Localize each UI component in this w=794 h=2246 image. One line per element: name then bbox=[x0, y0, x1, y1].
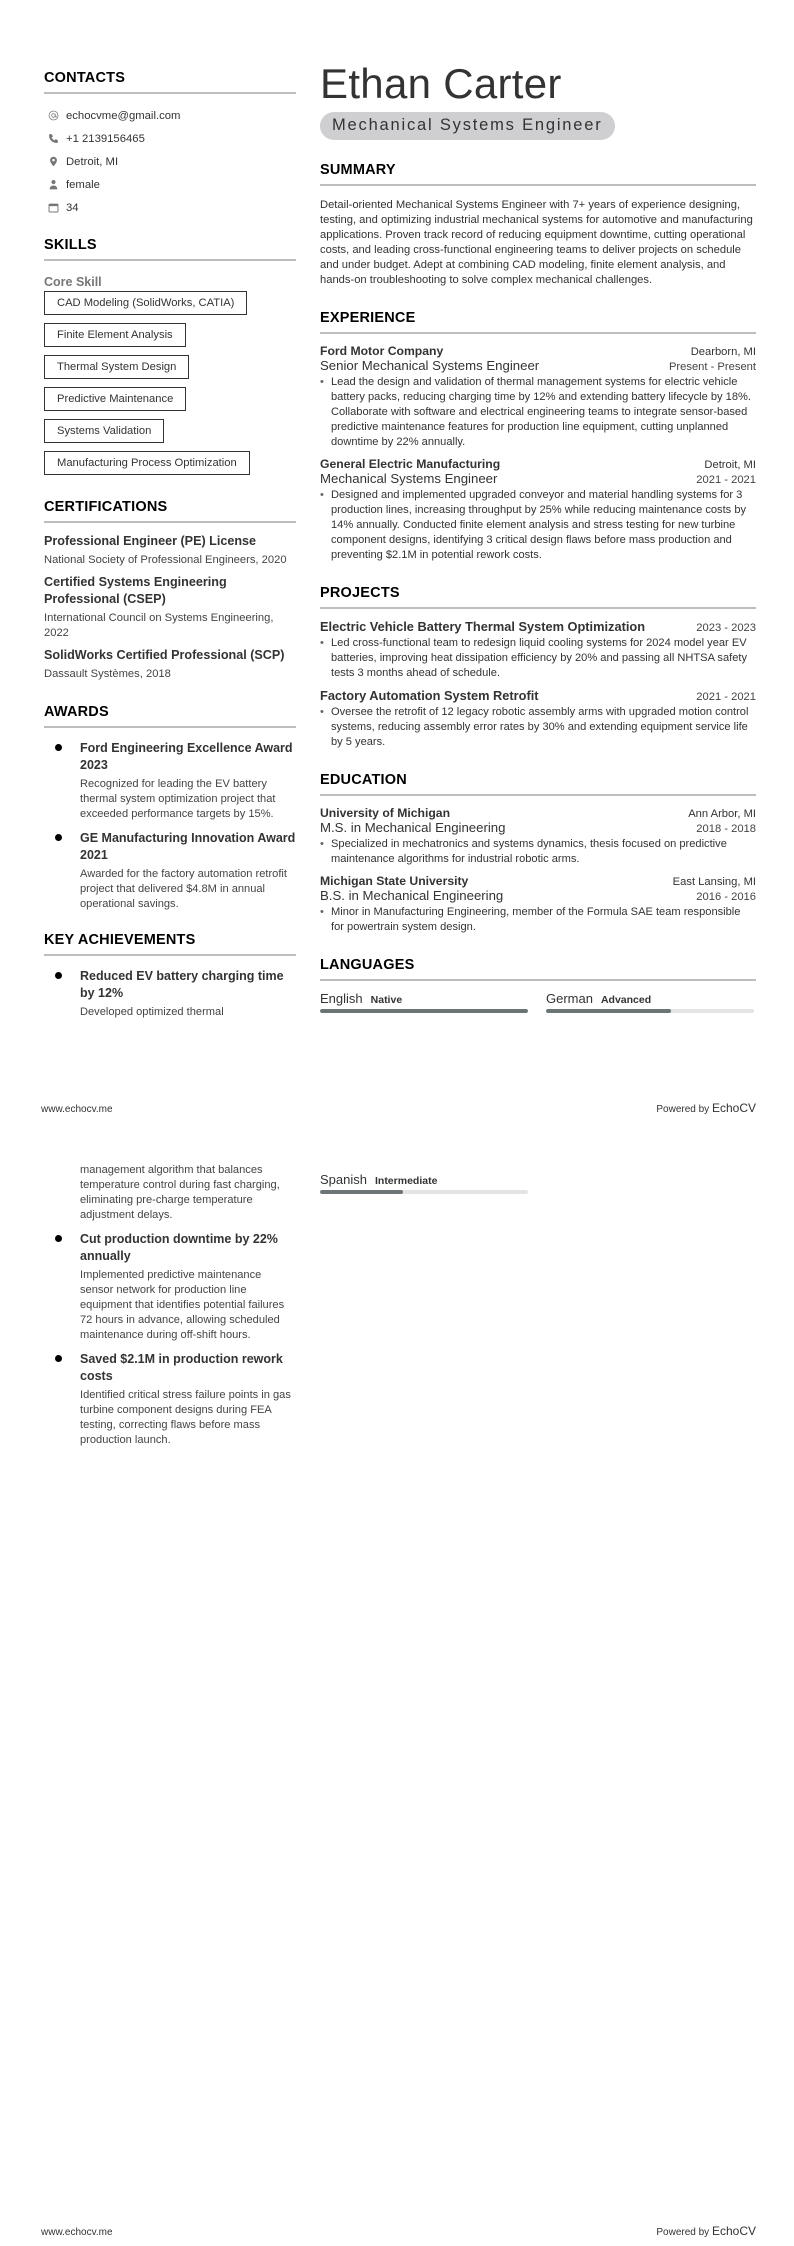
project-dates: 2021 - 2021 bbox=[696, 691, 756, 703]
achievements-section bbox=[44, 932, 296, 1020]
language-proficiency-fill bbox=[320, 1009, 528, 1013]
language-level: Native bbox=[370, 994, 403, 1006]
right-column-continued bbox=[320, 1172, 756, 1194]
language-level: Advanced bbox=[600, 994, 652, 1006]
skill-chip: Thermal System Design bbox=[44, 355, 189, 379]
language-name: Spanish bbox=[320, 1172, 367, 1187]
left-column bbox=[44, 70, 296, 1028]
projects-heading: PROJECTS bbox=[320, 585, 756, 609]
education-section bbox=[320, 772, 756, 935]
company-name: General Electric Manufacturing bbox=[320, 457, 501, 471]
company-name: Ford Motor Company bbox=[320, 344, 444, 358]
degree: M.S. in Mechanical Engineering bbox=[320, 820, 506, 835]
project-name: Electric Vehicle Battery Thermal System Optimization bbox=[320, 619, 646, 634]
certification-name: Certified Systems Engineering Professional (CSEP) bbox=[44, 575, 227, 606]
achievement-title: Saved $2.1M in production rework costs bbox=[80, 1352, 283, 1383]
contact-gender-value: female bbox=[66, 178, 100, 191]
award-title: GE Manufacturing Innovation Award 2021 bbox=[80, 831, 296, 862]
certification-issuer: Dassault Systèmes, 2018 bbox=[44, 668, 171, 680]
certifications-heading: CERTIFICATIONS bbox=[44, 499, 296, 523]
project-item bbox=[320, 619, 756, 681]
experience-item bbox=[320, 344, 756, 450]
contact-location-value: Detroit, MI bbox=[66, 155, 119, 168]
language-item bbox=[320, 991, 528, 1013]
footer-powered-by[interactable] bbox=[656, 1101, 756, 1115]
contact-age bbox=[44, 196, 296, 219]
achievement-description: Identified critical stress failure points in gas turbine component designs during FEA testing, correcting flaws before mass production launch. bbox=[80, 1389, 291, 1446]
job-dates: 2021 - 2021 bbox=[696, 474, 756, 486]
school-location: Ann Arbor, MI bbox=[688, 808, 756, 820]
job-description: • Designed and implemented upgraded conveyor and material handling systems for 3 production lines, increasing throughput by 25% while reducing maintenance costs by 14% annually. Conducted finite element analysis and stress testing for new turbine component designs, identifying 3 critical design flaws before mass production and preventing $2.1M in potential rework costs. bbox=[320, 488, 756, 563]
education-description: • Specialized in mechatronics and systems dynamics, thesis focused on predictive maintenance algorithms for industrial robotic arms. bbox=[320, 837, 756, 867]
award-item bbox=[44, 830, 296, 912]
certifications-section bbox=[44, 499, 296, 682]
skill-group-label: Core Skill bbox=[44, 275, 102, 289]
project-item bbox=[320, 688, 756, 750]
person-icon bbox=[47, 179, 59, 191]
language-item bbox=[546, 991, 754, 1013]
right-column bbox=[320, 60, 756, 1013]
candidate-name: Ethan Carter bbox=[320, 60, 562, 107]
education-description: • Minor in Manufacturing Engineering, member of the Formula SAE team responsible for powertrain system design. bbox=[320, 905, 756, 935]
skills-section bbox=[44, 237, 296, 475]
job-description: • Lead the design and validation of thermal management systems for electric vehicle battery packs, reducing charging time by 12% and extending battery lifecycle by 18%. Collaborate with software and electrical engineering teams to integrate sensor-based predictive maintenance features for production line equipment, cutting unplanned downtime by 22% annually. bbox=[320, 375, 756, 450]
job-dates: Present - Present bbox=[668, 361, 756, 373]
job-role: Senior Mechanical Systems Engineer bbox=[320, 358, 540, 373]
bullet-icon bbox=[55, 744, 62, 751]
achievement-item bbox=[44, 1351, 296, 1448]
resume-page-2 bbox=[0, 1123, 794, 2246]
contact-email[interactable] bbox=[44, 104, 296, 127]
language-proficiency-fill bbox=[320, 1190, 403, 1194]
education-item bbox=[320, 806, 756, 867]
job-title-badge: Mechanical Systems Engineer bbox=[320, 112, 615, 140]
certification-issuer: International Council on Systems Engineering, 2022 bbox=[44, 612, 274, 639]
footer-powered-by[interactable] bbox=[656, 2224, 756, 2238]
skills-heading: SKILLS bbox=[44, 237, 296, 261]
languages-section bbox=[320, 957, 756, 1013]
language-proficiency-bar bbox=[546, 1009, 754, 1013]
school-name: University of Michigan bbox=[320, 806, 451, 820]
certification-item bbox=[44, 574, 296, 641]
language-item bbox=[320, 1172, 528, 1194]
location-pin-icon bbox=[47, 156, 59, 168]
language-name: German bbox=[546, 991, 593, 1006]
awards-section bbox=[44, 704, 296, 912]
skill-chip: Manufacturing Process Optimization bbox=[44, 451, 250, 475]
degree: B.S. in Mechanical Engineering bbox=[320, 888, 504, 903]
left-column-continued bbox=[44, 1163, 296, 1456]
language-proficiency-bar bbox=[320, 1190, 528, 1194]
powered-by-label: Powered by bbox=[656, 1104, 710, 1115]
at-icon bbox=[47, 110, 59, 122]
education-heading: EDUCATION bbox=[320, 772, 756, 796]
certification-item bbox=[44, 533, 296, 568]
job-location: Detroit, MI bbox=[704, 459, 756, 471]
language-level: Intermediate bbox=[374, 1175, 438, 1187]
certification-name: SolidWorks Certified Professional (SCP) bbox=[44, 648, 285, 662]
award-description: Recognized for leading the EV battery thermal system optimization project that exceeded performance targets by 15%. bbox=[80, 778, 276, 820]
calendar-icon bbox=[47, 202, 59, 214]
experience-heading: EXPERIENCE bbox=[320, 310, 756, 334]
project-description: • Led cross-functional team to redesign liquid cooling systems for 2024 model year EV batteries, improving heat dissipation efficiency by 20% and passing all NHTSA safety tests 3 months ahead of schedule. bbox=[320, 636, 756, 681]
experience-section bbox=[320, 310, 756, 563]
footer-website[interactable]: www.echocv.me bbox=[41, 1104, 113, 1115]
brand-name: EchoCV bbox=[711, 1101, 756, 1115]
language-proficiency-bar bbox=[320, 1009, 528, 1013]
certification-issuer: National Society of Professional Engineers, 2020 bbox=[44, 554, 287, 566]
language-name: English bbox=[320, 991, 363, 1006]
contact-location bbox=[44, 150, 296, 173]
languages-heading: LANGUAGES bbox=[320, 957, 756, 981]
achievement-description: Developed optimized thermal bbox=[80, 1006, 224, 1018]
bullet-icon bbox=[55, 834, 62, 841]
skill-chip: CAD Modeling (SolidWorks, CATIA) bbox=[44, 291, 247, 315]
skill-chip: Predictive Maintenance bbox=[44, 387, 186, 411]
certification-name: Professional Engineer (PE) License bbox=[44, 534, 257, 548]
education-dates: 2016 - 2016 bbox=[696, 891, 756, 903]
achievement-description: Implemented predictive maintenance sensor network for production line equipment that identifies potential failures 72 hours in advance, allowing scheduled maintenance during off-shift hours. bbox=[80, 1269, 285, 1341]
summary-heading: SUMMARY bbox=[320, 162, 756, 186]
experience-item bbox=[320, 457, 756, 563]
award-title: Ford Engineering Excellence Award 2023 bbox=[80, 741, 293, 772]
achievement-item-continued bbox=[44, 1163, 296, 1223]
summary-section bbox=[320, 162, 756, 288]
contacts-heading: CONTACTS bbox=[44, 70, 296, 94]
projects-section bbox=[320, 585, 756, 750]
school-name: Michigan State University bbox=[320, 874, 469, 888]
certification-item bbox=[44, 647, 296, 682]
phone-icon bbox=[47, 133, 59, 145]
contact-gender bbox=[44, 173, 296, 196]
education-dates: 2018 - 2018 bbox=[696, 823, 756, 835]
project-dates: 2023 - 2023 bbox=[696, 622, 756, 634]
skill-chip: Systems Validation bbox=[44, 419, 164, 443]
contact-email-value: echocvme@gmail.com bbox=[66, 109, 181, 122]
bullet-icon bbox=[55, 1235, 62, 1242]
contact-phone[interactable] bbox=[44, 127, 296, 150]
powered-by-label: Powered by bbox=[656, 2227, 710, 2238]
award-description: Awarded for the factory automation retrofit project that delivered $4.8M in annual operational savings. bbox=[80, 868, 287, 910]
bullet-icon bbox=[55, 1355, 62, 1362]
achievement-item bbox=[44, 1231, 296, 1343]
award-item bbox=[44, 740, 296, 822]
achievement-item bbox=[44, 968, 296, 1020]
project-name: Factory Automation System Retrofit bbox=[320, 688, 539, 703]
contact-age-value: 34 bbox=[66, 201, 79, 214]
summary-text: Detail-oriented Mechanical Systems Engineer with 7+ years of experience designing, testing, and optimizing industrial mechanical systems for automotive and manufacturing applications. Proven track record of reducing equipment downtime, cutting operational costs, and leading cross-functional engineering teams to deliver projects on schedule and under budget. Adept at combining CAD modeling, finite element analysis, and hands-on troubleshooting to solve complex mechanical challenges. bbox=[320, 199, 753, 286]
achievements-heading: KEY ACHIEVEMENTS bbox=[44, 932, 296, 956]
job-location: Dearborn, MI bbox=[690, 346, 756, 358]
achievement-description: management algorithm that balances temperature control during fast charging, eliminating pre-charge temperature adjustment delays. bbox=[80, 1164, 280, 1221]
bullet-icon bbox=[55, 972, 62, 979]
skill-chip: Finite Element Analysis bbox=[44, 323, 186, 347]
brand-name: EchoCV bbox=[711, 2224, 756, 2238]
achievement-title: Cut production downtime by 22% annually bbox=[80, 1232, 278, 1263]
language-proficiency-fill bbox=[546, 1009, 671, 1013]
education-item bbox=[320, 874, 756, 935]
contacts-section bbox=[44, 70, 296, 219]
awards-heading: AWARDS bbox=[44, 704, 296, 728]
job-role: Mechanical Systems Engineer bbox=[320, 471, 498, 486]
school-location: East Lansing, MI bbox=[672, 876, 756, 888]
footer-website[interactable]: www.echocv.me bbox=[41, 2227, 113, 2238]
project-description: • Oversee the retrofit of 12 legacy robotic assembly arms with upgraded motion control systems, reducing assembly error rates by 30% and extending equipment service life by 5 years. bbox=[320, 705, 756, 750]
contact-phone-value: +1 2139156465 bbox=[66, 132, 145, 145]
achievement-title: Reduced EV battery charging time by 12% bbox=[80, 969, 284, 1000]
